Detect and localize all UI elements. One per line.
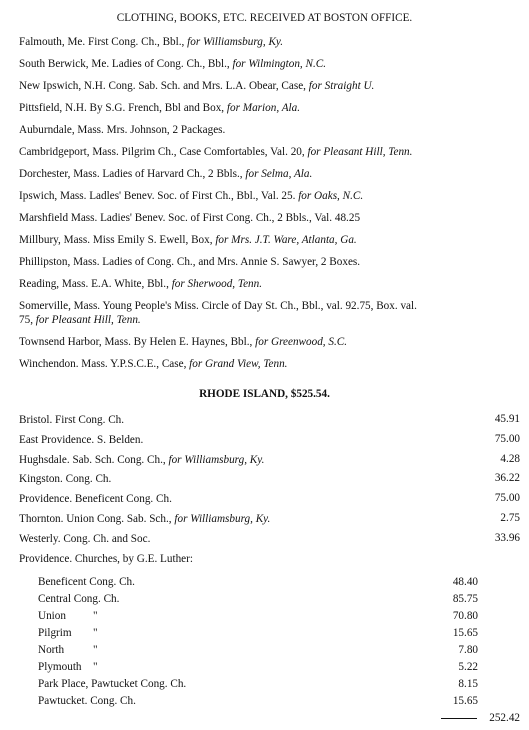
ri-amount: 4.28 — [500, 453, 520, 465]
ri-amount: 33.96 — [494, 532, 520, 544]
providence-item-amount: 7.80 — [458, 644, 478, 656]
ri-entry: Hughsdale. Sab. Sch. Cong. Ch., for Williamsburg, Ky. — [19, 454, 265, 466]
providence-item-amount: 5.22 — [458, 661, 478, 673]
ri-entry: East Providence. S. Belden. — [19, 434, 144, 446]
ditto-mark: " — [93, 661, 98, 673]
ri-entry: Westerly. Cong. Ch. and Soc. — [19, 533, 151, 545]
providence-item-name: Plymouth — [38, 661, 82, 673]
providence-item-name: Pawtucket. Cong. Ch. — [38, 695, 136, 707]
boston-entry: Falmouth, Me. First Cong. Ch., Bbl., for Williamsburg, Ky. — [19, 36, 284, 48]
ri-amount: 36.22 — [494, 472, 520, 484]
boston-entry: Marshfield Mass. Ladies' Benev. Soc. of First Cong. Ch., 2 Bbls., Val. 48.25 — [19, 212, 361, 224]
total-rule — [441, 718, 477, 719]
boston-entry: New Ipswich, N.H. Cong. Sab. Sch. and Mrs. L.A. Obear, Case, for Straight U. — [19, 80, 375, 92]
ri-amount: 75.00 — [494, 433, 520, 445]
boston-entry: Winchendon. Mass. Y.P.S.C.E., Case, for Grand View, Tenn. — [19, 358, 288, 370]
providence-item-name: Pilgrim — [38, 627, 72, 639]
rhode-island-heading: RHODE ISLAND, $525.54. — [199, 388, 330, 400]
ri-amount: 75.00 — [494, 492, 520, 504]
boston-entry: Pittsfield, N.H. By S.G. French, Bbl and Box, for Marion, Ala. — [19, 102, 301, 114]
boston-entry: Townsend Harbor, Mass. By Helen E. Haynes, Bbl., for Greenwood, S.C. — [19, 336, 348, 348]
boston-entry: Phillipston, Mass. Ladies of Cong. Ch., and Mrs. Annie S. Sawyer, 2 Boxes. — [19, 256, 361, 268]
providence-item-amount: 8.15 — [458, 678, 478, 690]
boston-entry: Millbury, Mass. Miss Emily S. Ewell, Box, for Mrs. J.T. Ware, Atlanta, Ga. — [19, 234, 357, 246]
ri-amount: 2.75 — [500, 512, 520, 524]
boston-entry: Auburndale, Mass. Mrs. Johnson, 2 Packages. — [19, 124, 226, 136]
ditto-mark: " — [93, 627, 98, 639]
ditto-mark: " — [93, 644, 98, 656]
providence-item-name: Union — [38, 610, 66, 622]
ri-entry: Thornton. Union Cong. Sab. Sch., for Williamsburg, Ky. — [19, 513, 271, 525]
providence-item-amount: 15.65 — [452, 695, 478, 707]
providence-churches-label: Providence. Churches, by G.E. Luther: — [19, 553, 193, 565]
ri-amount: 45.91 — [494, 413, 520, 425]
ditto-mark: " — [93, 610, 98, 622]
boston-entry: South Berwick, Me. Ladies of Cong. Ch., Bbl., for Wilmington, N.C. — [19, 58, 327, 70]
ri-entry: Providence. Beneficent Cong. Ch. — [19, 493, 172, 505]
boston-entry-continued: 75, for Pleasant Hill, Tenn. — [19, 314, 141, 326]
boston-entry: Cambridgeport, Mass. Pilgrim Ch., Case Comfortables, Val. 20, for Pleasant Hill, Tenn. — [19, 146, 413, 158]
providence-item-amount: 70.80 — [452, 610, 478, 622]
boston-entry: Somerville, Mass. Young People's Miss. Circle of Day St. Ch., Bbl., val. 92.75, Box. val. — [19, 300, 417, 312]
providence-item-amount: 85.75 — [452, 593, 478, 605]
providence-item-name: Central Cong. Ch. — [38, 593, 120, 605]
ri-entry: Bristol. First Cong. Ch. — [19, 414, 125, 426]
boston-entry: Reading, Mass. E.A. White, Bbl., for Sherwood, Tenn. — [19, 278, 263, 290]
providence-item-name: Park Place, Pawtucket Cong. Ch. — [38, 678, 187, 690]
providence-item-amount: 48.40 — [452, 576, 478, 588]
ri-entry: Kingston. Cong. Ch. — [19, 473, 112, 485]
boston-heading: CLOTHING, BOOKS, ETC. RECEIVED AT BOSTON OFFICE. — [116, 12, 413, 24]
boston-entry: Dorchester, Mass. Ladies of Harvard Ch., 2 Bbls., for Selma, Ala. — [19, 168, 313, 180]
boston-entry: Ipswich, Mass. Ladles' Benev. Soc. of First Ch., Bbl., Val. 25. for Oaks, N.C. — [19, 190, 364, 202]
providence-item-name: North — [38, 644, 65, 656]
providence-item-name: Beneficent Cong. Ch. — [38, 576, 135, 588]
providence-item-amount: 15.65 — [452, 627, 478, 639]
providence-total: 252.42 — [489, 712, 520, 724]
